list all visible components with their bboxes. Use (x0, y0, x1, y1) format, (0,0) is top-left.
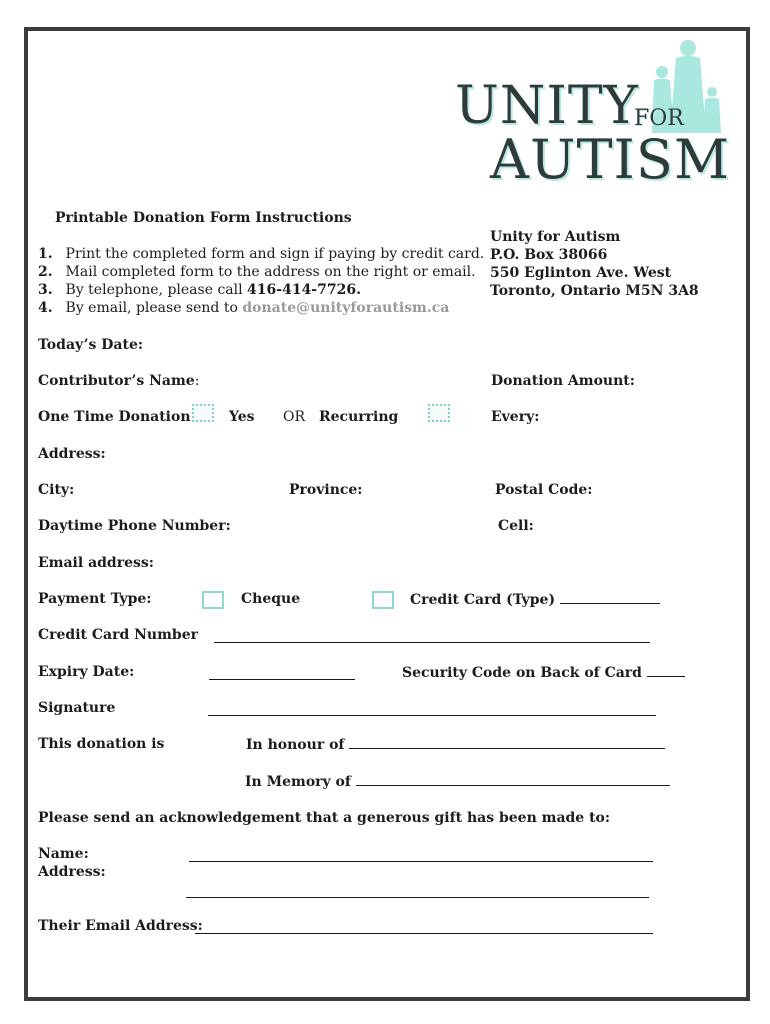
cell-label: Cell: (498, 518, 534, 534)
postal-code-label: Postal Code: (495, 482, 593, 498)
one-time-donation-label: One Time Donation (38, 409, 191, 425)
signature-label: Signature (38, 700, 116, 716)
their-email-label: Their Email Address: (38, 918, 203, 934)
credit-card-number-label: Credit Card Number (38, 627, 198, 643)
name-line[interactable] (189, 849, 653, 862)
phone-number: 416-414-7726. (247, 282, 361, 298)
email-link[interactable]: donate@unityforautism.ca (242, 300, 450, 316)
in-honour-line[interactable] (349, 736, 665, 749)
ack-address-line[interactable] (186, 885, 649, 898)
logo-unity-text: UNITY (455, 76, 639, 136)
instructions-title: Printable Donation Form Instructions (55, 210, 352, 226)
email-address-label: Email address: (38, 555, 154, 571)
credit-card-checkbox[interactable] (372, 591, 394, 609)
yes-label: Yes (229, 409, 255, 425)
security-code-line[interactable] (647, 664, 685, 677)
credit-card-type-line[interactable] (560, 591, 660, 604)
contributor-name-label: Contributor’s Name: (38, 373, 200, 389)
payment-type-label: Payment Type: (38, 591, 152, 607)
cheque-checkbox[interactable] (202, 591, 224, 609)
address-label: Address: (38, 446, 106, 462)
instruction-item-4: 4. By email, please send to donate@unityforautism.ca (38, 300, 450, 316)
instruction-item-3: 3. By telephone, please call 416-414-7726. (38, 282, 361, 298)
one-time-donation-checkbox[interactable] (192, 404, 214, 422)
or-label: OR (283, 409, 306, 425)
in-memory-label: In Memory of (245, 773, 670, 790)
security-code-label: Security Code on Back of Card (402, 664, 685, 681)
expiry-date-line[interactable] (209, 667, 355, 680)
their-email-line[interactable] (195, 921, 653, 934)
province-label: Province: (289, 482, 363, 498)
instruction-item-2: 2. Mail completed form to the address on the right or email. (38, 264, 476, 280)
donation-amount-label: Donation Amount: (491, 373, 635, 389)
logo-for-text: FOR (634, 106, 684, 131)
recurring-label: Recurring (319, 409, 399, 425)
signature-line[interactable] (208, 703, 656, 716)
acknowledgement-text: Please send an acknowledgement that a generous gift has been made to: (38, 810, 611, 826)
mailing-address: Unity for Autism P.O. Box 38066 550 Eglinton Ave. West Toronto, Ontario M5N 3A8 (490, 229, 699, 299)
this-donation-label: This donation is (38, 736, 165, 752)
in-honour-label: In honour of (246, 736, 665, 753)
ack-address-label: Address: (38, 864, 106, 880)
credit-card-number-line[interactable] (214, 630, 650, 643)
every-label: Every: (491, 409, 540, 425)
name-label: Name: (38, 846, 89, 862)
instruction-item-1: 1. Print the completed form and sign if paying by credit card. (38, 246, 485, 262)
daytime-phone-label: Daytime Phone Number: (38, 518, 231, 534)
city-label: City: (38, 482, 75, 498)
expiry-date-label: Expiry Date: (38, 664, 135, 680)
cheque-label: Cheque (241, 591, 301, 607)
credit-card-type-label: Credit Card (Type) (410, 591, 660, 608)
todays-date-label: Today’s Date: (38, 337, 144, 353)
recurring-checkbox[interactable] (428, 404, 450, 422)
in-memory-line[interactable] (356, 773, 670, 786)
logo-autism-text: AUTISM (490, 128, 731, 191)
